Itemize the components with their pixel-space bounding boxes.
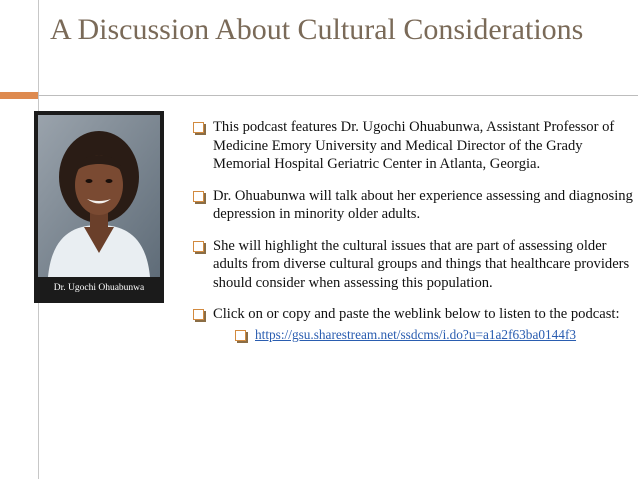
podcast-weblink[interactable]: https://gsu.sharestream.net/ssdcms/i.do?u=a1a2f63ba0144f3 bbox=[255, 326, 577, 342]
checkbox-bullet-icon bbox=[193, 309, 204, 320]
portrait-image bbox=[38, 115, 160, 277]
title-accent-bar bbox=[0, 92, 38, 99]
speaker-photo-frame bbox=[34, 111, 164, 303]
checkbox-bullet-icon bbox=[235, 330, 246, 341]
photo-caption: Dr. Ugochi Ohuabunwa bbox=[53, 283, 145, 293]
checkbox-bullet-icon bbox=[193, 191, 204, 202]
bullet-text: She will highlight the cultural issues that are part of assessing older adults from diverse cultural groups and things that healthcare providers should consider when assessing this population. bbox=[213, 237, 630, 291]
speaker-photo bbox=[38, 115, 160, 277]
bullet-text: This podcast features Dr. Ugochi Ohuabunwa, Assistant Professor of Medicine Emory University and Medical Director of the Grady Memorial Hospital Geriatric Center in Atlanta, Georgia. bbox=[213, 119, 615, 172]
bullet-text: Dr. Ohuabunwa will talk about her experience assessing and diagnosing depression in minority older adults. bbox=[213, 187, 633, 222]
slide-title: A Discussion About Cultural Considerations bbox=[50, 13, 584, 46]
bullet-text: Click on or copy and paste the weblink below to listen to the podcast: bbox=[213, 306, 620, 322]
bullet-item bbox=[193, 118, 633, 174]
title-divider bbox=[38, 95, 638, 96]
bullet-item bbox=[193, 187, 633, 224]
bullet-item bbox=[193, 237, 633, 293]
checkbox-bullet-icon bbox=[193, 122, 204, 133]
bullet-list bbox=[193, 118, 633, 357]
bullet-item bbox=[193, 305, 633, 344]
checkbox-bullet-icon bbox=[193, 241, 204, 252]
sub-bullet-item bbox=[235, 326, 633, 344]
